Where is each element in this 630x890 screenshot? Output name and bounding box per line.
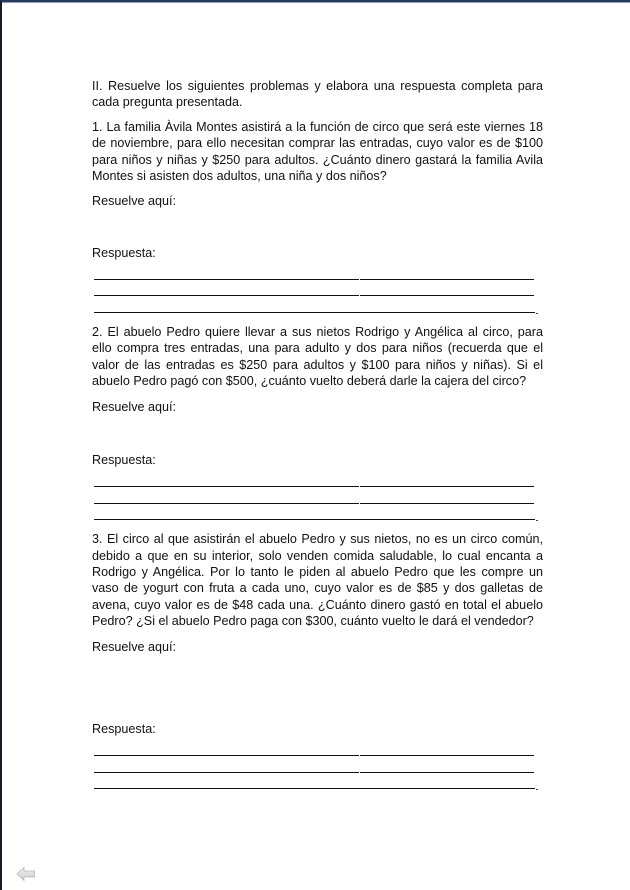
answer-line[interactable]	[92, 298, 534, 315]
problem-1-respuesta-label: Respuesta:	[92, 245, 156, 260]
problem-2-text: 2. El abuelo Pedro quiere llevar a sus nietos Rodrigo y Angélica al circo, para ello compra tres entradas, una para adulto y dos para niños (recuerda que el valor de las entradas es $250 para adultos y $100 para niños y niñas). Si el abuelo Pedro pagó con $500, ¿cuánto vuelto deberá darle la cajera del circo?	[92, 325, 543, 389]
answer-rule	[94, 279, 359, 280]
document-page	[92, 78, 543, 800]
answer-rule	[94, 503, 359, 504]
answer-line[interactable]	[92, 742, 534, 759]
problem-3-answer-lines[interactable]	[92, 742, 543, 792]
answer-rule	[94, 519, 535, 520]
problem-1	[92, 119, 543, 315]
answer-line[interactable]	[92, 265, 534, 282]
problem-3	[92, 531, 543, 791]
problem-2-respuesta-label: Respuesta:	[92, 453, 156, 468]
problem-1-resuelve-label: Resuelve aquí:	[92, 194, 177, 209]
window-top-edge	[2, 2, 630, 3]
back-arrow-icon-svg	[16, 866, 36, 882]
section-title: II. Resuelve los siguientes problemas y elabora una respuesta completa para cada pregunta presentada.	[92, 79, 543, 110]
answer-line[interactable]	[92, 758, 534, 775]
period-mark	[536, 313, 538, 315]
answer-line[interactable]	[92, 775, 534, 792]
problem-3-resuelve-label: Resuelve aquí:	[92, 639, 177, 654]
answer-rule	[94, 755, 359, 756]
back-arrow-icon[interactable]	[16, 866, 36, 882]
problem-2-resuelve-label: Resuelve aquí:	[92, 399, 177, 414]
answer-rule	[360, 772, 534, 773]
answer-line[interactable]	[92, 282, 534, 299]
problem-3-work-area[interactable]	[92, 655, 543, 721]
period-mark	[536, 520, 538, 522]
answer-rule	[94, 312, 535, 313]
answer-rule	[94, 295, 359, 296]
problem-3-respuesta-label: Respuesta:	[92, 722, 156, 737]
period-mark	[536, 789, 538, 791]
problem-2-work-area[interactable]	[92, 415, 543, 452]
answer-rule	[94, 788, 535, 789]
answer-rule	[94, 772, 359, 773]
answer-rule	[360, 295, 534, 296]
answer-rule	[360, 503, 534, 504]
problem-1-work-area[interactable]	[92, 210, 543, 245]
problem-2-answer-lines[interactable]	[92, 472, 543, 522]
answer-line[interactable]	[92, 472, 534, 489]
answer-rule	[94, 486, 359, 487]
problem-3-text: 3. El circo al que asistirán el abuelo Pedro y sus nietos, no es un circo común, debido a que en su interior, solo venden comida saludable, lo cual encanta a Rodrigo y Angélica. Por lo tanto le piden al abuelo Pedro que les compre un vaso de yogurt con fruta a cada uno, cuyo valor es de $85 y dos galletas de avena, cuyo valor es de $48 cada una. ¿Cuánto dinero gastó en total el abuelo Pedro? ¿Si el abuelo Pedro paga con $300, cuánto vuelto le dará el vendedor?	[92, 532, 543, 629]
problem-2	[92, 324, 543, 522]
problem-1-text: 1. La familia Àvila Montes asistirá a la función de circo que será este viernes 18 de noviembre, para ello necesitan comprar las entradas, cuyo valor es de $100 para niños y niñas y $250 para adultos. ¿Cuánto dinero gastará la familia Avila Montes si asisten dos adultos, una niña y dos niños?	[92, 119, 543, 184]
answer-rule	[360, 486, 534, 487]
answer-line[interactable]	[92, 506, 534, 523]
problem-1-answer-lines[interactable]	[92, 265, 543, 315]
answer-rule	[360, 279, 534, 280]
answer-line[interactable]	[92, 489, 534, 506]
answer-rule	[360, 755, 534, 756]
